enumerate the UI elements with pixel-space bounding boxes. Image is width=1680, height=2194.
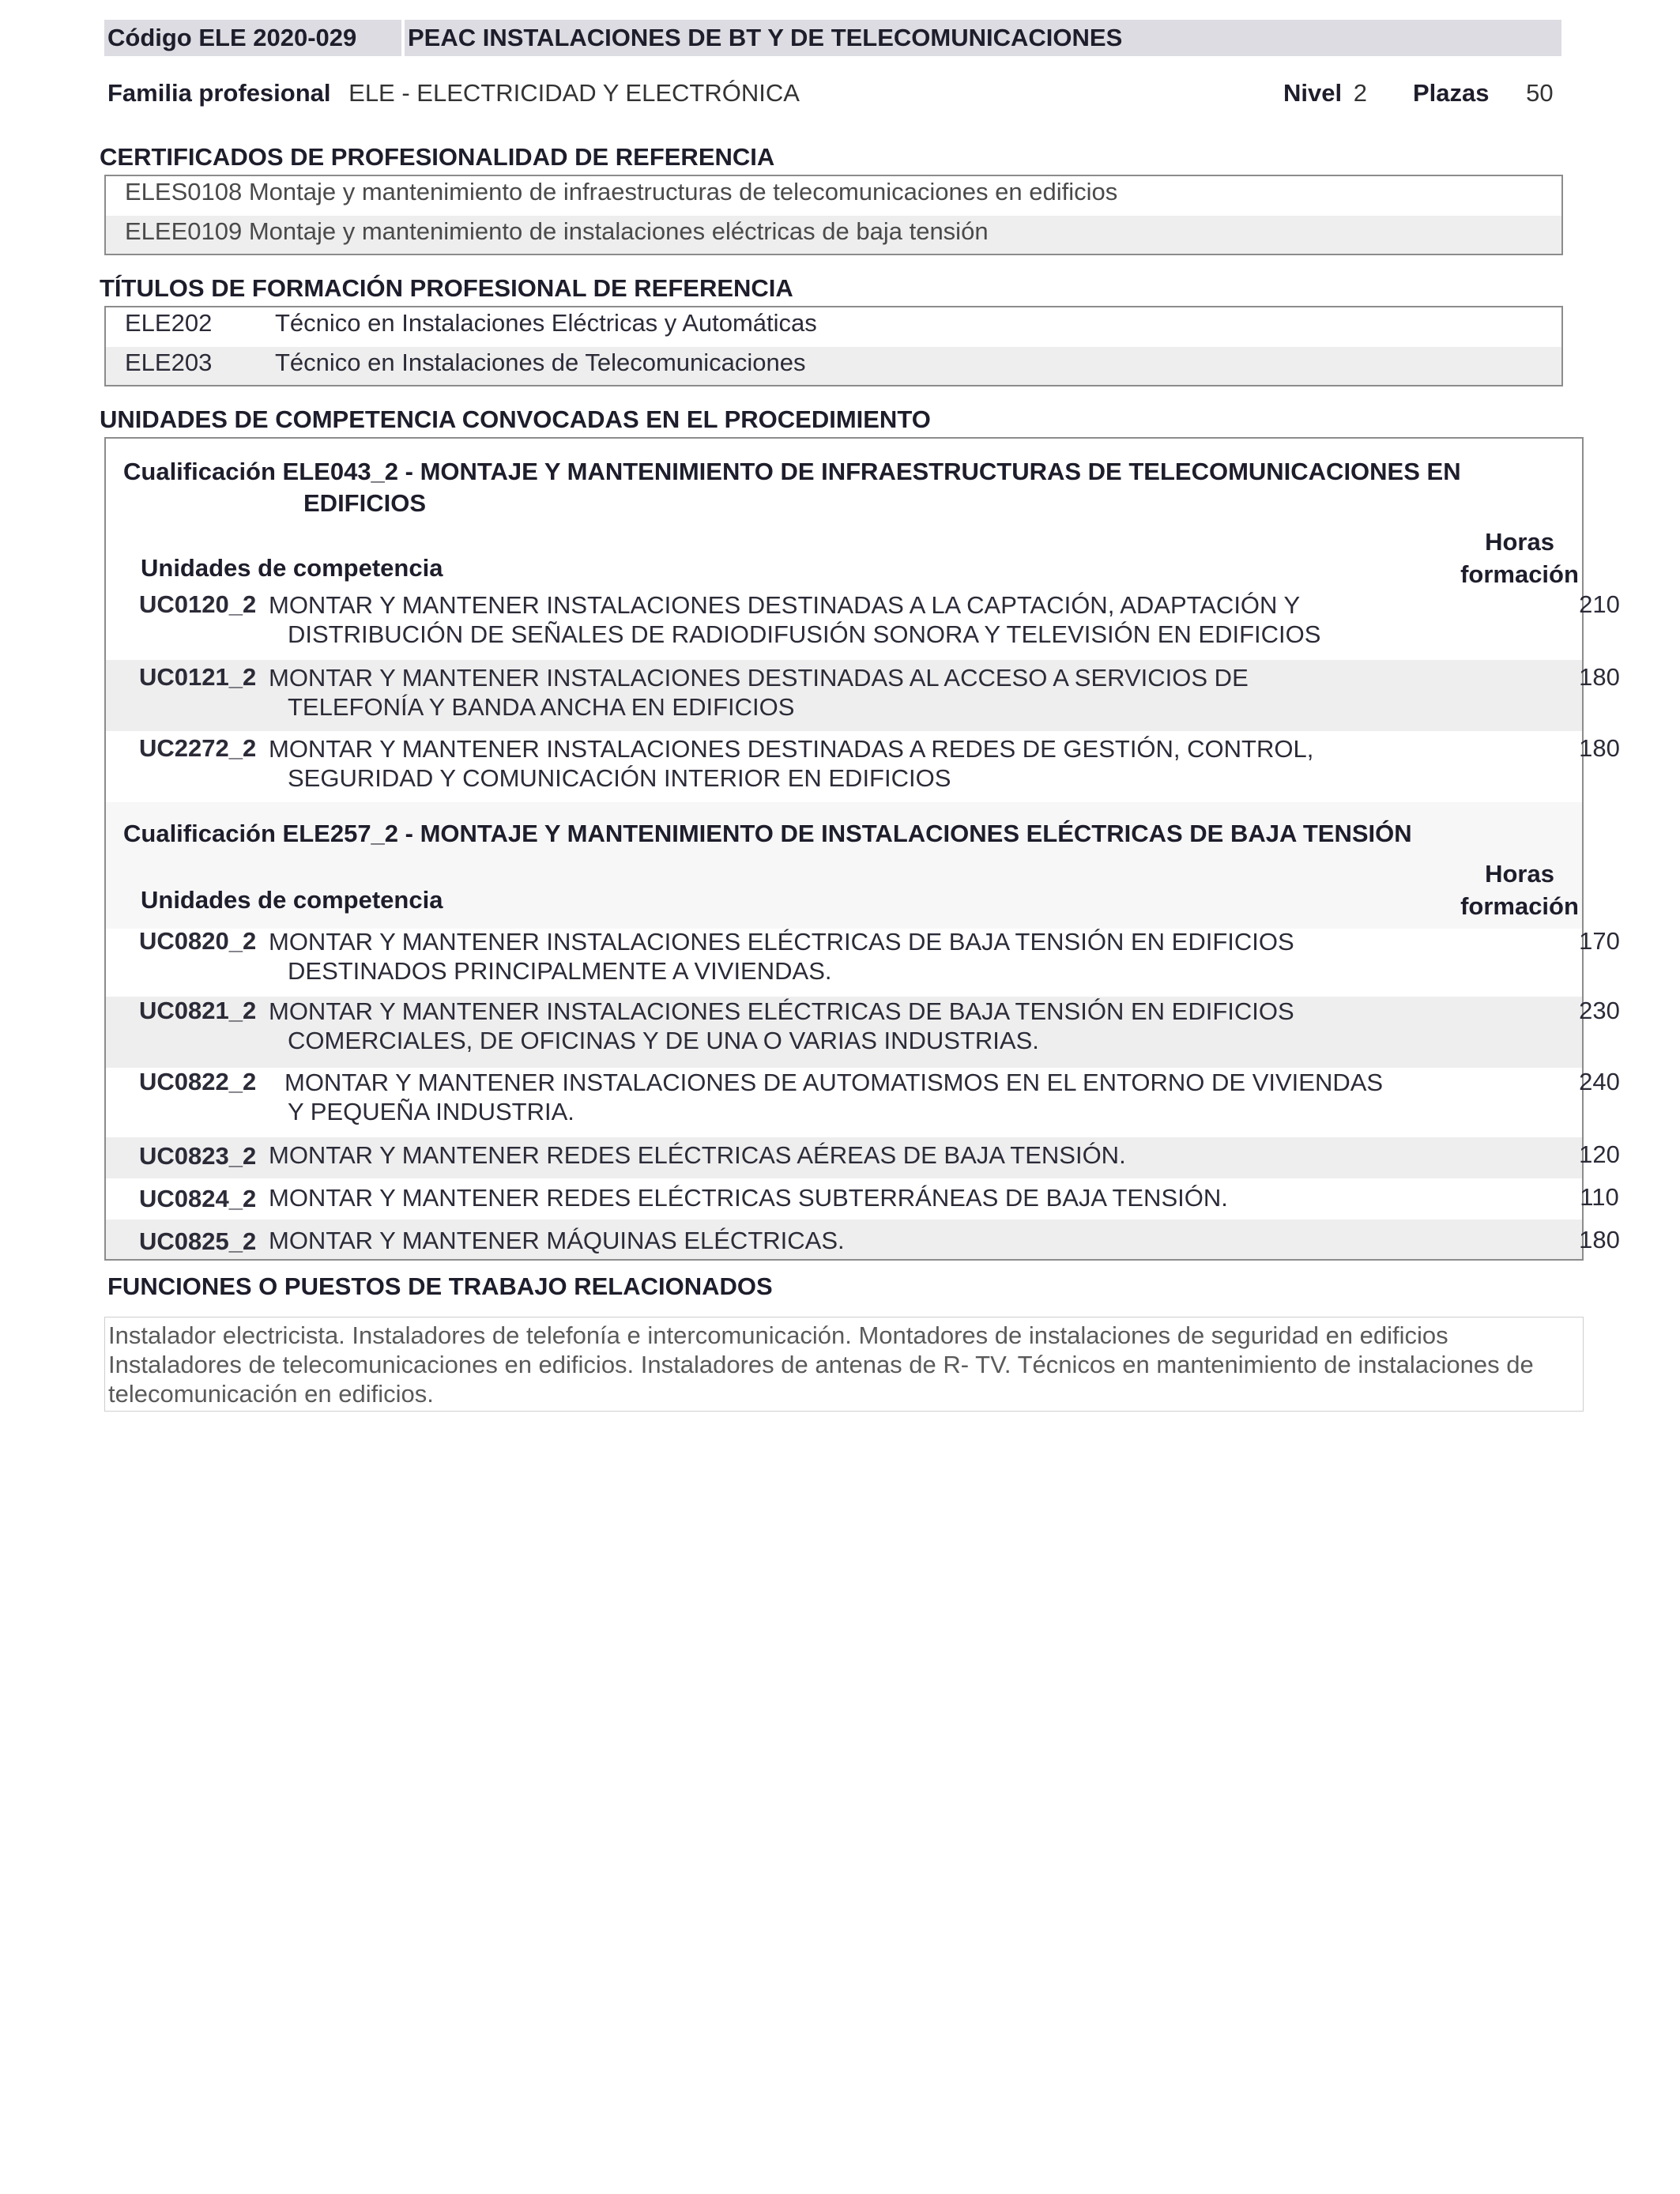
uc-desc-line2: TELEFONÍA Y BANDA ANCHA EN EDIFICIOS (288, 693, 795, 721)
codigo-label: Código ELE 2020-029 (107, 24, 357, 51)
hours-header-2: formación (1460, 560, 1579, 588)
uc-code: UC0120_2 (139, 590, 257, 618)
titulo-box (405, 20, 1561, 56)
titulo-code: ELE202 (125, 309, 213, 337)
nivel-value: 2 (1353, 79, 1367, 107)
titulo-name: Técnico en Instalaciones Eléctricas y Automáticas (275, 309, 817, 337)
hours-header-2: formación (1460, 892, 1579, 920)
nivel-row (1283, 79, 1367, 107)
uc-code: UC2272_2 (139, 734, 257, 762)
uc-desc-line2: COMERCIALES, DE OFICINAS Y DE UNA O VARIAS INDUSTRIAS. (288, 1027, 1039, 1054)
uc-desc-line1: MONTAR Y MANTENER INSTALACIONES DESTINADAS A REDES DE GESTIÓN, CONTROL, (269, 735, 1314, 763)
uc-description (284, 1068, 1565, 1126)
uc-row (106, 731, 1620, 801)
uc-hours: 180 (1579, 1226, 1620, 1253)
familia-row (107, 79, 800, 107)
uc-hours: 240 (1579, 1068, 1620, 1095)
nivel-label: Nivel (1283, 79, 1343, 107)
uc-code: UC0121_2 (139, 663, 257, 691)
certificado-row (106, 216, 1561, 254)
titulo-code: ELE203 (125, 349, 213, 376)
certificado-text: ELEE0109 Montaje y mantenimiento de instalaciones eléctricas de baja tensión (125, 217, 989, 245)
uc-desc-line1: MONTAR Y MANTENER REDES ELÉCTRICAS SUBTERRÁNEAS DE BAJA TENSIÓN. (269, 1184, 1228, 1212)
plazas-value: 50 (1526, 79, 1554, 107)
uc-description (269, 1226, 1549, 1255)
uc-code: UC0820_2 (139, 927, 257, 955)
uc-description (269, 997, 1549, 1055)
certificado-row (106, 176, 1561, 216)
familia-label: Familia profesional (107, 79, 331, 107)
uc-hours: 110 (1580, 1183, 1619, 1211)
funciones-title: FUNCIONES O PUESTOS DE TRABAJO RELACIONADOS (107, 1272, 773, 1300)
funciones-text: Instalador electricista. Instaladores de telefonía e intercomunicación. Montadores de instalaciones de seguridad en edificios Instaladores de telecomunicaciones en edificios. Instaladores de antenas de R- TV. Técnicos en mantenimiento de instalaciones de telecomunicación en edificios. (108, 1321, 1534, 1408)
uc-code: UC0825_2 (139, 1227, 257, 1255)
uc-header: Unidades de competencia (141, 554, 443, 582)
uc-row (106, 997, 1620, 1068)
qualification-line1: Cualificación ELE257_2 - MONTAJE Y MANTENIMIENTO DE INSTALACIONES ELÉCTRICAS DE BAJA TENSIÓN (123, 820, 1412, 847)
plazas-row (1413, 79, 1554, 107)
uc-description (269, 1140, 1549, 1170)
hours-header-1: Horas (1485, 860, 1554, 888)
uc-description (269, 927, 1549, 986)
uc-desc-line2: SEGURIDAD Y COMUNICACIÓN INTERIOR EN EDIFICIOS (288, 764, 951, 792)
codigo-box (104, 20, 401, 56)
uc-hours: 180 (1579, 663, 1620, 691)
funciones-box (104, 1317, 1584, 1412)
hours-header (1445, 526, 1595, 590)
unidades-box (104, 437, 1620, 1261)
uc-desc-line1: MONTAR Y MANTENER REDES ELÉCTRICAS AÉREAS DE BAJA TENSIÓN. (269, 1141, 1126, 1169)
uc-desc-line2: DESTINADOS PRINCIPALMENTE A VIVIENDAS. (288, 957, 832, 985)
uc-desc-line1: MONTAR Y MANTENER INSTALACIONES DESTINADAS AL ACCESO A SERVICIOS DE (269, 664, 1249, 692)
uc-code: UC0823_2 (139, 1142, 257, 1170)
uc-description (269, 590, 1549, 649)
uc-desc-line1: MONTAR Y MANTENER INSTALACIONES DE AUTOMATISMOS EN EL ENTORNO DE VIVIENDAS (284, 1069, 1384, 1096)
uc-row (106, 590, 1620, 660)
qualification-title (123, 456, 1566, 519)
titulo-row (106, 347, 1561, 385)
titulos-box (104, 306, 1563, 386)
uc-row (106, 1220, 1620, 1259)
hours-header (1445, 858, 1595, 922)
uc-hours: 170 (1579, 927, 1620, 955)
uc-hours: 120 (1579, 1140, 1620, 1168)
uc-row (106, 927, 1620, 997)
uc-code: UC0822_2 (139, 1068, 257, 1095)
plazas-label: Plazas (1413, 79, 1490, 107)
uc-code: UC0824_2 (139, 1185, 257, 1212)
uc-code: UC0821_2 (139, 997, 257, 1024)
certificados-box (104, 175, 1563, 255)
uc-description (269, 734, 1549, 793)
uc-desc-line2: DISTRIBUCIÓN DE SEÑALES DE RADIODIFUSIÓN SONORA Y TELEVISIÓN EN EDIFICIOS (288, 620, 1321, 648)
uc-hours: 210 (1579, 590, 1620, 618)
uc-desc-line1: MONTAR Y MANTENER INSTALACIONES ELÉCTRICAS DE BAJA TENSIÓN EN EDIFICIOS (269, 997, 1294, 1025)
uc-description (269, 1183, 1549, 1212)
qualification-line2: EDIFICIOS (303, 489, 427, 517)
titulos-title: TÍTULOS DE FORMACIÓN PROFESIONAL DE REFERENCIA (100, 274, 793, 302)
uc-hours: 180 (1579, 734, 1620, 762)
qualification-line1: Cualificación ELE043_2 - MONTAJE Y MANTENIMIENTO DE INFRAESTRUCTURAS DE TELECOMUNICACIONES EN (123, 458, 1461, 485)
uc-header: Unidades de competencia (141, 886, 443, 914)
uc-row (106, 660, 1620, 731)
titulo-label: PEAC INSTALACIONES DE BT Y DE TELECOMUNICACIONES (408, 24, 1123, 51)
uc-hours: 230 (1579, 997, 1620, 1024)
uc-desc-line1: MONTAR Y MANTENER INSTALACIONES ELÉCTRICAS DE BAJA TENSIÓN EN EDIFICIOS (269, 928, 1294, 956)
certificado-text: ELES0108 Montaje y mantenimiento de infraestructuras de telecomunicaciones en edificios (125, 178, 1118, 205)
uc-row (106, 1178, 1619, 1220)
uc-row (106, 1068, 1620, 1137)
familia-value: ELE - ELECTRICIDAD Y ELECTRÓNICA (348, 79, 800, 107)
unidades-title: UNIDADES DE COMPETENCIA CONVOCADAS EN EL PROCEDIMIENTO (100, 405, 931, 433)
hours-header-1: Horas (1485, 528, 1554, 556)
uc-description (269, 663, 1549, 722)
qualification-title (123, 818, 1566, 850)
uc-desc-line1: MONTAR Y MANTENER MÁQUINAS ELÉCTRICAS. (269, 1227, 845, 1254)
uc-desc-line1: MONTAR Y MANTENER INSTALACIONES DESTINADAS A LA CAPTACIÓN, ADAPTACIÓN Y (269, 591, 1301, 619)
certificados-title: CERTIFICADOS DE PROFESIONALIDAD DE REFERENCIA (100, 143, 775, 171)
uc-desc-line2: Y PEQUEÑA INDUSTRIA. (288, 1098, 574, 1125)
titulo-row (106, 307, 1561, 347)
uc-row (106, 1137, 1620, 1178)
titulo-name: Técnico en Instalaciones de Telecomunicaciones (275, 349, 806, 376)
